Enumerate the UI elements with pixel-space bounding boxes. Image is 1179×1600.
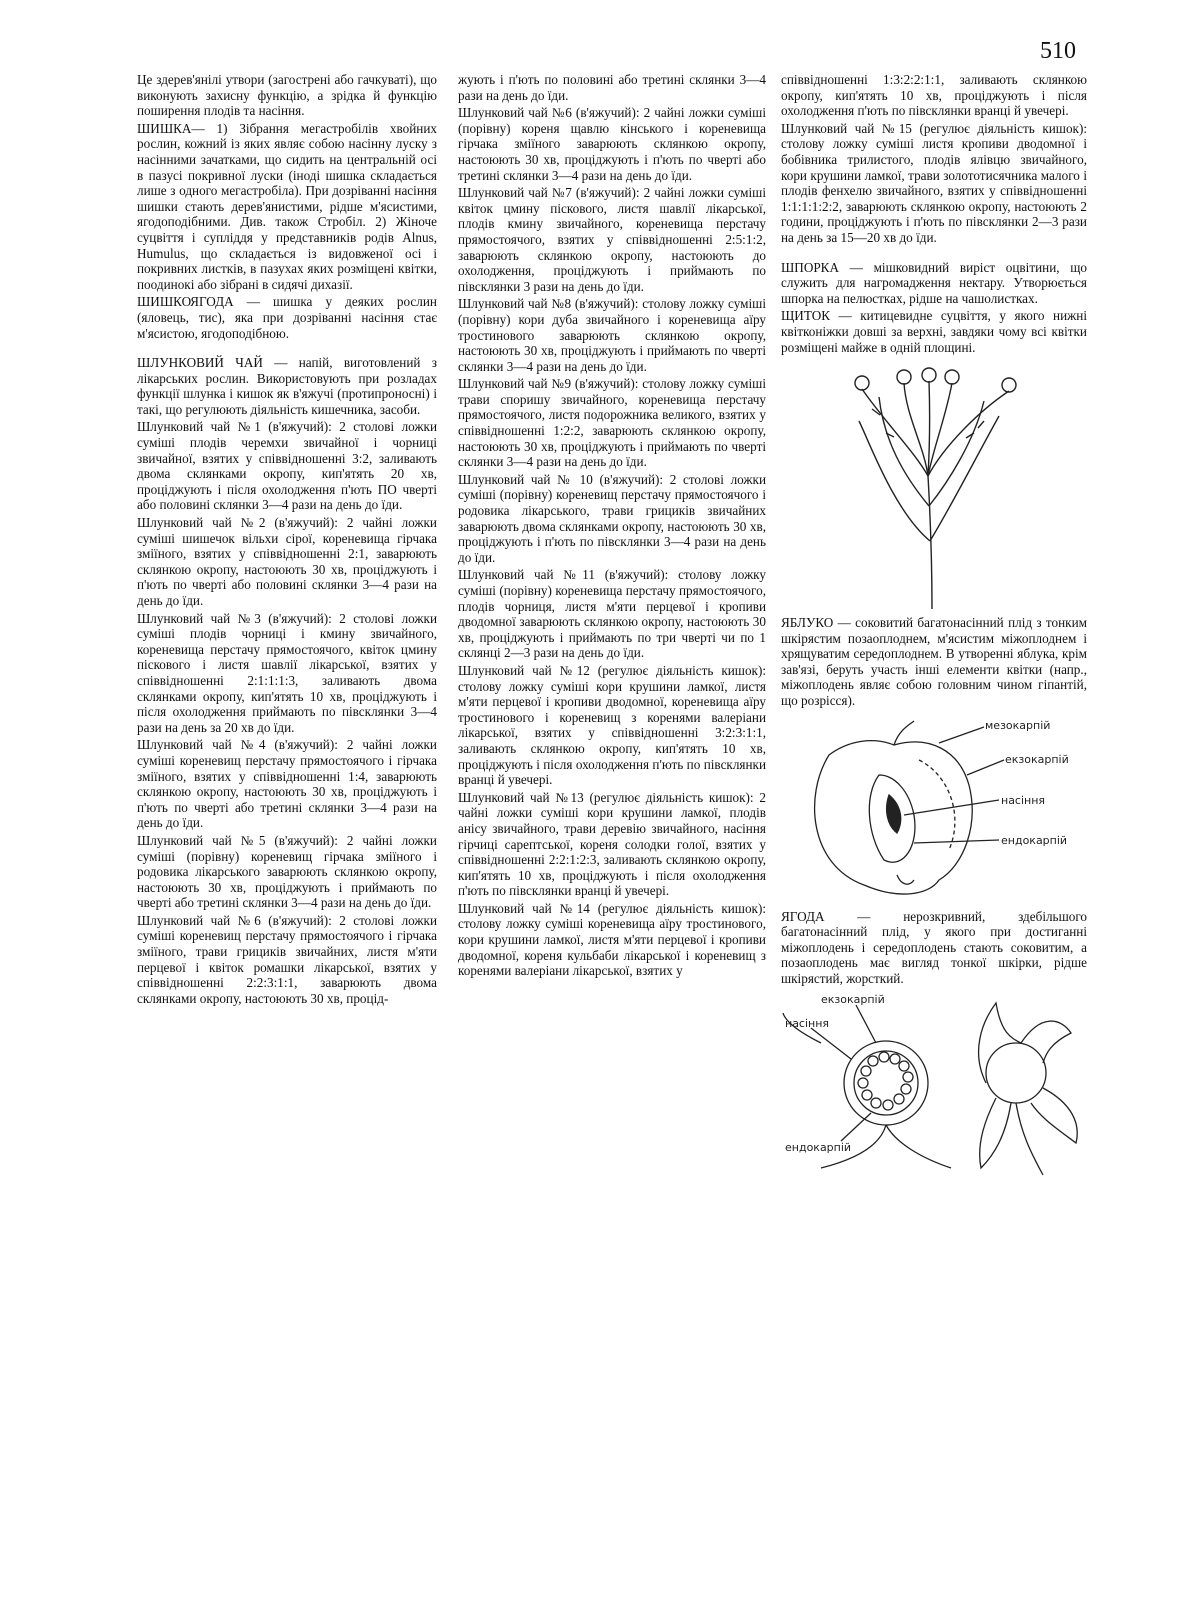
entry-shporka: ШПОРКА — мішковидний виріст оцвітини, що служить для нагромадження нектару. Утворюється шпорка на пелюстках, рідше на чашолистках. [781,259,1087,306]
recipe-8: Шлунковий чай №8 (в'яжучий): столову ложку суміші (порівну) кори дуба звичайного і кореневища аїру тростинового заварюють склянкою окропу, настоюють 30 хв, проціджують і приймають по чверті склянки 3—4 рази на день до їди. [458,296,766,374]
recipe-5: Шлунковий чай №5 (в'яжучий): 2 чайні ложки суміші (порівну) кореневищ гірчака зміїного і родовика лікарського заварюють склянкою окропу, настоюють 30 хв, проціджують і приймають по чверті або третині склянки 3—4 рази на день до їди. [137,832,437,911]
column-1 [137,72,437,1006]
recipe-7: Шлунковий чай №7 (в'яжучий): 2 чайні ложки суміші квіток цмину піскового, листя шавлії лікарської, плодів кмину звичайного, кореневища перстачу прямостоячого, взятих у співвідношенні 2:5:1:2, заварюють склянкою окропу, настоюють до охолодження, проціджують і приймають по півсклянки 3 рази на день до їди. [458,185,766,294]
entry-yagoda: ЯГОДА — нерозкривний, здебільшого багатонасінний плід, у якого при достиганні міжоплодень і середоплодень стають соковитим, а позаоплодень має вигляд тонкої шкірки, рідше шкірястий, жорсткий. [781,908,1087,987]
recipe-10: Шлунковий чай № 10 (в'яжучий): 2 столові ложки суміші (порівну) кореневищ перстачу прямостоячого і родовика лікарського, трави грициків звичайних заварюють двома склянками окропу, настоюють 30 хв, проціджують і п'ють по півсклянки 3—4 рази на день до їди. [458,471,766,565]
berry-label-seeds: насіння [785,1016,830,1030]
entry-shyshka: ШИШКА— 1) Зібрання мегастробілів хвойних рослин, кожний із яких являє собою насінну луску з насінними зачатками, що сидить на центральній осі в пазусі покривної луски (іноді шишка складається лише з одного мегастробіла). При дозріванні насіння шишки стають дерев'янистими, рідше м'ясистими, ягодоподібними. Див. також Стробіл. 2) Жіноче суцвіття і супліддя у представників родів Alnus, Humulus, що складається із видовженої осі і покривних листків, в пазухах яких розміщені квітки, поодинокі або зібрані в сидячі дихазії. [137,120,437,292]
recipe-14: Шлунковий чай №14 (регулює діяльність кишок): столову ложку суміші кореневища аїру тростинового, кори крушини ламкої, листя м'яти перцевої і кропиви дводомної, кореня кульбаби лікарської і кореневищ з коренями валеріани лікарської, взятих у [458,900,766,979]
recipe-11: Шлунковий чай №11 (в'яжучий): столову ложку суміші (порівну) кореневища перстачу прямостоячого, плодів чорниця, листя м'яти перцевої і кропиви дводомної заварюють склянкою окропу, настоюють 30 хв, проціджують і приймають по три чверті чи по 1 склянці 2—3 рази на день до їди. [458,567,766,661]
paragraph: Це здерев'янілі утвори (загострені або гачкуваті), що виконують захисну функцію, а зрідка й функцію поширення плодів та насіння. [137,72,437,119]
column-3 [781,72,1087,1187]
corymb-illustration [834,361,1034,611]
recipe-3: Шлунковий чай №3 (в'яжучий): 2 столові ложки суміші плодів чорниці і кмину звичайного, кореневища перстачу прямостоячого, квіток цмину піскового і листя шавлії лікарської, взятих у співвідношенні 2:1:1:1:3, заливають двома склянками окропу, кип'ятять 10 хв, проціджують і після охолодження приймають по півсклянки 3—4 рази на день за 20 хв до їди. [137,610,437,735]
recipe-4: Шлунковий чай №4 (в'яжучий): 2 чайні ложки суміші кореневищ перстачу прямостоячого і гірчака зміїного, взятих у співвідношенні 1:4, заварюють склянкою окропу, настоюють 30 хв, проціджують і п'ють по чверті або третині склянки 3—4 рази на день до їди. [137,737,437,831]
recipe-15: Шлунковий чай №15 (регулює діяльність кишок): столову ложку суміші листя кропиви дводомної і бобівника трилистого, плодів ялівцю звичайного, кори крушини ламкої, трави золототисячника малого і плодів фенхелю звичайного, взятих у співвідношенні 1:1:1:1:2:2, заварюють склянкою окропу, настоюють 2 години, проціджують і п'ють по півсклянки 2—3 рази на день за 15—20 хв до їди. [781,120,1087,245]
apple-label-mesocarp: мезокарпій [985,718,1051,732]
apple-label-endocarp: ендокарпій [1001,833,1068,847]
recipe-9: Шлунковий чай №9 (в'яжучий): столову ложку суміші трави споришу звичайного, кореневища перстачу прямостоячого, листя подорожника великого, взятих у співвідношенні 1:2:2, заварюють склянкою окропу, настоюють 30 хв, проціджують і приймають по чверті склянки 3—4 рази на день до їди. [458,376,766,470]
recipe-6b: Шлунковий чай №6 (в'яжучий): 2 чайні ложки суміші (порівну) кореня щавлю кінського і кореневища гірчака зміїного заварюють склянкою окропу, настоюють 30 хв, проціджують і п'ють по чверті або третині склянки 3—4 рази на день до їди. [458,105,766,183]
column-2 [458,72,766,979]
recipe-6: Шлунковий чай №6 (в'яжучий): 2 столові ложки суміші кореневищ перстачу прямостоячого і гірчака зміїного, трави грициків звичайних, листя м'яти перцевої і квіток ромашки лікарської, взятих у співвідношенні 2:2:3:1:1, заварюють двома склянками окропу, настоюють 30 хв, процід- [137,912,437,1006]
entry-shchytok: ЩИТОК — китицевидне суцвіття, у якого нижні квітконіжки довші за верхні, завдяки чому всі квітки розміщені майже в одній площині. [781,308,1087,355]
recipe-1: Шлунковий чай №1 (в'яжучий): 2 столові ложки суміші плодів черемхи звичайної і чорниці звичайної, взятих у співвідношенні 3:2, заливають двома склянками окропу, кип'ятять 20 хв, проціджують і після охолодження п'ють ПО чверті або половині склянки 3—4 рази на день до їди. [137,419,437,513]
berry-illustration [781,993,1087,1183]
berry-label-endocarp: ендокарпій [785,1140,852,1154]
apple-cross-section-illustration [789,715,1079,905]
recipe-2: Шлунковий чай №2 (в'яжучий): 2 чайні ложки суміші шишечок вільхи сірої, кореневища гірчака зміїного, взятих у співвідношенні 2:1, заварюють склянкою окропу, настоюють 30 хв, проціджують і п'ють по чверті або половині склянки 3—4 рази на день до їди. [137,515,437,608]
entry-yabluko: ЯБЛУКО — соковитий багатонасінний плід з тонким шкірястим позаоплоднем, м'ясистим міжоплоднем і хрящуватим середоплоднем. В утворенні яблука, крім зав'язі, беруть участь інші елементи квітки (напр., міжоплодень являє собою головним чином гіпантій, що розрісся). [781,615,1087,709]
recipe-12: Шлунковий чай №12 (регулює діяльність кишок): столову ложку суміші кори крушини ламкої, листя м'яти перцевої і кропиви дводомної, кореневища аїру тростинового і кореневищ з коренями валеріани лікарської, взятих у співвідношенні 3:2:3:1:1, заливають склянкою окропу, кип'ятять 10 хв, проціджують і після охолодження п'ють по півсклянки вранці й увечері. [458,662,766,788]
recipe-13: Шлунковий чай №13 (регулює діяльність кишок): 2 чайні ложки суміші кори крушини ламкої, плодів анісу звичайного, трави деревію звичайного, насіння гірчиці сарептської, кореня солодки голої, взятих у співвідношенні 2:2:1:2:3, заливають склянкою окропу, кип'ятять 10 хв, проціджують і після охолодження п'ють по півсклянки вранці й увечері. [458,789,766,899]
page-number: 510 [1040,38,1076,64]
paragraph: співвідношенні 1:3:2:2:1:1, заливають склянкою окропу, кип'ятять 10 хв, проціджують і після охолодження п'ють по півсклянки вранці й увечері. [781,72,1087,119]
paragraph: жують і п'ють по половині або третині склянки 3—4 рази на день до їди. [458,72,766,103]
berry-label-exocarp: екзокарпій [821,992,885,1006]
entry-shlunkovyi-chai: ШЛУНКОВИЙ ЧАЙ — напій, виготовлений з лікарських рослин. Використовують при розладах функції шлунка і кишок як в'яжучі (протипроносні) і такі, що регулюють діяльність кишечника, засоби. [137,355,437,417]
apple-label-seeds: насіння [1001,793,1046,807]
apple-label-exocarp: екзокарпій [1005,752,1069,766]
entry-shyshkoyagoda: ШИШКОЯГОДА — шишка у деяких рослин (яловець, тис), яка при дозріванні насіння стає м'ясистою, ягодоподібною. [137,294,437,341]
